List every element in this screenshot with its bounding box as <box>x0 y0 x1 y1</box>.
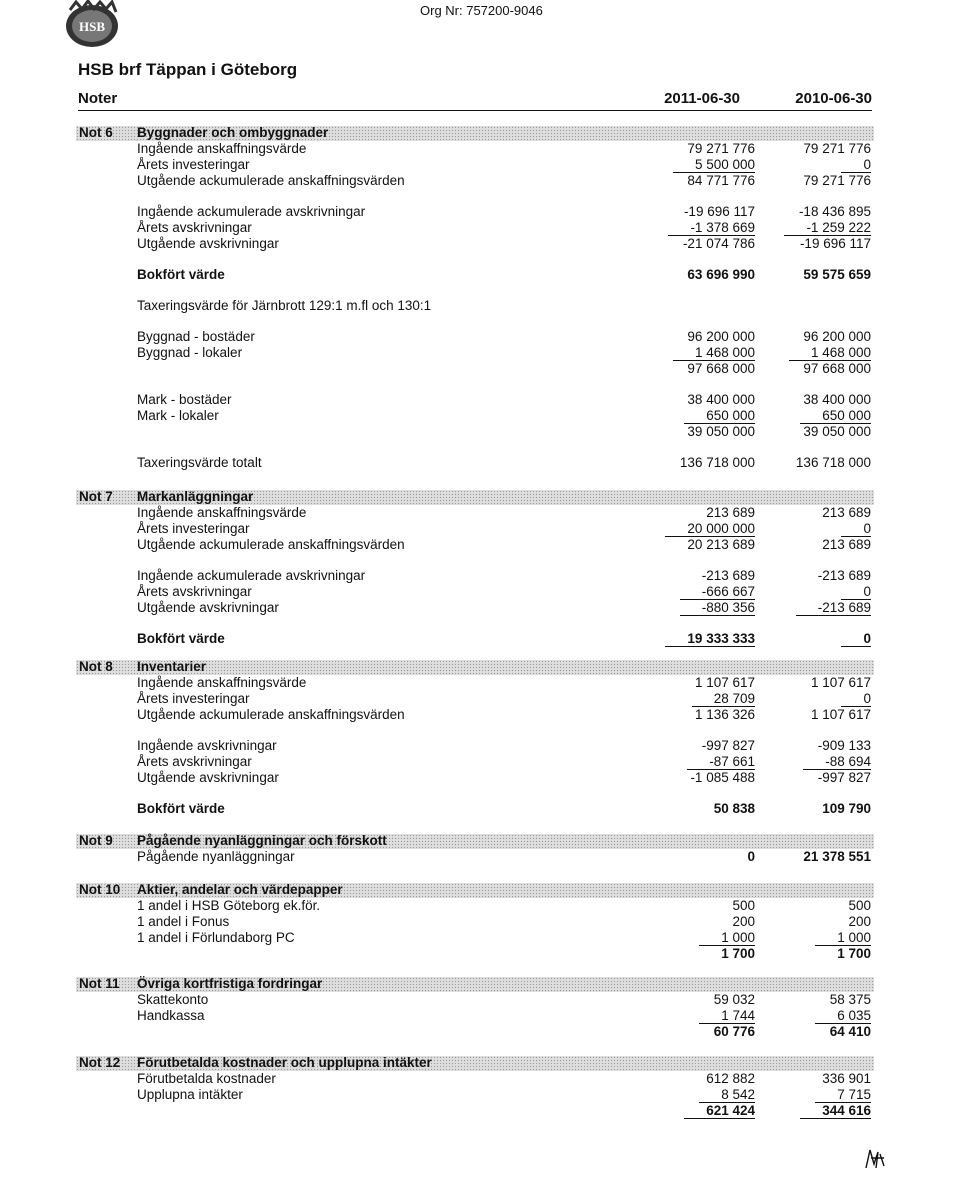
value-text: 59 575 659 <box>803 267 871 282</box>
value-text: 344 616 <box>800 1103 871 1119</box>
row-label: Utgående ackumulerade anskaffningsvärden <box>137 537 405 552</box>
row-label: Upplupna intäkter <box>137 1087 243 1102</box>
note-section <box>76 883 874 962</box>
row-label: Taxeringsvärde totalt <box>137 455 262 470</box>
value-text: 136 718 000 <box>679 455 755 470</box>
note-row <box>76 236 874 252</box>
hsb-logo <box>56 0 128 48</box>
row-label: Årets avskrivningar <box>137 754 252 769</box>
note-row <box>76 992 874 1008</box>
value-text: 5 500 000 <box>673 157 755 173</box>
value-text: 64 410 <box>829 1024 871 1039</box>
value-2010 <box>803 141 871 156</box>
row-label: Förutbetalda kostnader <box>137 1071 276 1086</box>
value-text: 39 050 000 <box>687 424 755 439</box>
row-label: Handkassa <box>137 1008 205 1023</box>
value-text: 0 <box>841 584 871 600</box>
note-row <box>76 157 874 173</box>
value-2010 <box>784 220 871 235</box>
value-2011 <box>673 157 755 172</box>
note-row <box>76 537 874 553</box>
note-row <box>76 898 874 914</box>
row-spacer <box>76 189 874 204</box>
value-2011 <box>687 173 755 188</box>
value-text: 97 668 000 <box>687 361 755 376</box>
value-text: -666 667 <box>680 584 755 600</box>
row-label: Årets avskrivningar <box>137 584 252 599</box>
note-row <box>76 424 874 440</box>
note-section <box>76 1056 874 1119</box>
row-label: Ingående anskaffningsvärde <box>137 505 307 520</box>
note-row <box>76 600 874 616</box>
value-2010 <box>796 600 871 615</box>
value-text: 109 790 <box>822 801 871 816</box>
value-2010 <box>803 424 871 439</box>
value-text: 84 771 776 <box>687 173 755 188</box>
value-text: 1 000 <box>815 930 871 946</box>
value-2010 <box>789 345 871 360</box>
value-2011 <box>684 1103 755 1118</box>
value-text: 1 700 <box>837 946 871 961</box>
note-number: Not 11 <box>79 976 120 991</box>
note-title: Inventarier <box>137 659 207 674</box>
row-label: Mark - lokaler <box>137 408 219 423</box>
value-2010 <box>803 849 871 864</box>
value-text: 500 <box>732 898 755 913</box>
value-text: 20 213 689 <box>687 537 755 552</box>
value-2011 <box>692 691 755 706</box>
value-text: 1 107 617 <box>810 707 871 722</box>
value-2010 <box>796 455 871 470</box>
value-text: 50 838 <box>713 801 755 816</box>
value-2010 <box>800 236 871 251</box>
value-text: 200 <box>848 914 871 929</box>
row-label: Bokfört värde <box>137 801 225 816</box>
note-row <box>76 584 874 600</box>
value-text: -880 356 <box>680 600 755 616</box>
note-header-bar <box>76 883 874 898</box>
note-section <box>76 126 874 471</box>
value-text: 97 668 000 <box>803 361 871 376</box>
value-2010 <box>841 521 871 536</box>
note-number: Not 7 <box>79 489 113 504</box>
value-text: 1 107 617 <box>810 675 871 690</box>
note-number: Not 6 <box>79 125 113 140</box>
value-2011 <box>687 141 755 156</box>
row-label: Taxeringsvärde för Järnbrott 129:1 m.fl och 130:1 <box>137 298 432 313</box>
value-text: -997 827 <box>701 738 755 753</box>
value-2011 <box>695 707 755 722</box>
logo-text: HSB <box>78 19 106 34</box>
value-2011 <box>699 1087 755 1102</box>
value-2010 <box>830 1024 871 1039</box>
value-2011 <box>747 849 755 864</box>
value-text: 1 700 <box>721 946 755 961</box>
note-row <box>76 141 874 157</box>
value-2010 <box>822 801 871 816</box>
value-text: 7 715 <box>815 1087 871 1103</box>
row-label: 1 andel i Fonus <box>137 914 230 929</box>
row-label: Årets investeringar <box>137 157 250 172</box>
note-header-bar <box>76 834 874 849</box>
row-label: Bokfört värde <box>137 631 225 646</box>
value-2011 <box>687 361 755 376</box>
org-number: Org Nr: 757200-9046 <box>420 3 543 18</box>
value-2011 <box>687 267 755 282</box>
value-text: 0 <box>841 691 871 707</box>
value-text: 1 000 <box>699 930 755 946</box>
note-row <box>76 849 874 865</box>
value-2011 <box>680 584 755 599</box>
value-2011 <box>732 898 755 913</box>
row-label: Utgående avskrivningar <box>137 600 279 615</box>
value-text: -909 133 <box>817 738 871 753</box>
row-label: Årets avskrivningar <box>137 220 252 235</box>
value-2010 <box>848 898 871 913</box>
value-2010 <box>800 1103 871 1118</box>
note-row <box>76 455 874 471</box>
value-text: 21 378 551 <box>803 849 871 864</box>
note-header-bar <box>76 1056 874 1071</box>
row-label: Byggnad - lokaler <box>137 345 243 360</box>
value-2011 <box>665 521 755 536</box>
value-text: 500 <box>848 898 871 913</box>
column-header <box>78 90 872 111</box>
row-label: Utgående ackumulerade anskaffningsvärden <box>137 707 405 722</box>
note-header-bar <box>76 660 874 675</box>
header-col-2011: 2011-06-30 <box>664 90 740 107</box>
note-row <box>76 946 874 962</box>
value-text: -1 259 222 <box>784 220 871 236</box>
note-row <box>76 361 874 377</box>
row-spacer <box>76 283 874 298</box>
value-text: 213 689 <box>822 537 871 552</box>
note-row <box>76 754 874 770</box>
value-text: -213 689 <box>796 600 871 616</box>
row-label: Pågående nyanläggningar <box>137 849 295 864</box>
value-text: 0 <box>841 631 871 647</box>
row-label: Årets investeringar <box>137 521 250 536</box>
note-number: Not 10 <box>79 882 121 897</box>
row-spacer <box>76 440 874 455</box>
note-header-bar <box>76 126 874 141</box>
value-2011 <box>714 992 755 1007</box>
value-text: -213 689 <box>817 568 871 583</box>
handwritten-initials <box>862 1146 888 1172</box>
value-text: 0 <box>747 849 755 864</box>
row-label: Ingående anskaffningsvärde <box>137 675 307 690</box>
header-label: Noter <box>78 90 118 107</box>
note-row <box>76 675 874 691</box>
value-text: -87 661 <box>687 754 755 770</box>
note-row <box>76 738 874 754</box>
note-row <box>76 568 874 584</box>
value-2010 <box>830 992 871 1007</box>
value-2011 <box>680 455 755 470</box>
row-label: Utgående avskrivningar <box>137 770 279 785</box>
note-title: Pågående nyanläggningar och förskott <box>137 833 387 848</box>
value-2011 <box>690 770 755 785</box>
value-2010 <box>803 173 871 188</box>
value-2011 <box>714 1024 755 1039</box>
note-row <box>76 329 874 345</box>
note-title: Förutbetalda kostnader och upplupna intäkter <box>137 1055 432 1070</box>
value-text: 39 050 000 <box>803 424 871 439</box>
row-label: 1 andel i HSB Göteborg ek.för. <box>137 898 321 913</box>
value-text: 1 468 000 <box>789 345 871 361</box>
value-2010 <box>841 157 871 172</box>
value-2011 <box>665 631 755 646</box>
note-row <box>76 631 874 647</box>
value-text: 38 400 000 <box>803 392 871 407</box>
note-section <box>76 660 874 817</box>
value-2010 <box>848 914 871 929</box>
value-2011 <box>706 505 755 520</box>
value-2011 <box>683 236 755 251</box>
value-2011 <box>687 537 755 552</box>
note-row <box>76 298 874 314</box>
value-text: 213 689 <box>706 505 755 520</box>
value-2011 <box>702 738 755 753</box>
note-row <box>76 220 874 236</box>
note-row <box>76 392 874 408</box>
value-text: 1 107 617 <box>694 675 755 690</box>
value-2010 <box>803 754 871 769</box>
row-label: Bokfört värde <box>137 267 225 282</box>
note-row <box>76 691 874 707</box>
value-text: 79 271 776 <box>803 173 871 188</box>
value-text: 96 200 000 <box>687 329 755 344</box>
note-row <box>76 1008 874 1024</box>
row-spacer <box>76 377 874 392</box>
note-row <box>76 267 874 283</box>
row-spacer <box>76 252 874 267</box>
value-2011 <box>668 220 755 235</box>
value-text: 213 689 <box>822 505 871 520</box>
note-row <box>76 801 874 817</box>
value-2011 <box>687 754 755 769</box>
note-header-bar <box>76 490 874 505</box>
note-row <box>76 345 874 361</box>
note-section <box>76 977 874 1040</box>
value-text: 612 882 <box>706 1071 755 1086</box>
value-2010 <box>818 738 871 753</box>
value-text: 1 744 <box>699 1008 755 1024</box>
note-number: Not 8 <box>79 659 113 674</box>
value-text: 8 542 <box>699 1087 755 1103</box>
value-2010 <box>815 1008 871 1023</box>
value-2010 <box>841 631 871 646</box>
row-spacer <box>76 553 874 568</box>
value-text: 1 468 000 <box>673 345 755 361</box>
note-row <box>76 173 874 189</box>
value-text: 60 776 <box>713 1024 755 1039</box>
value-2010 <box>815 1087 871 1102</box>
value-2011 <box>702 568 755 583</box>
value-text: 38 400 000 <box>687 392 755 407</box>
value-2010 <box>803 267 871 282</box>
row-label: Utgående ackumulerade anskaffningsvärden <box>137 173 405 188</box>
value-2011 <box>695 675 755 690</box>
value-text: 0 <box>841 521 871 537</box>
note-row <box>76 204 874 220</box>
row-label: Ingående anskaffningsvärde <box>137 141 307 156</box>
row-label: Mark - bostäder <box>137 392 232 407</box>
value-2010 <box>841 691 871 706</box>
value-2011 <box>684 204 755 219</box>
value-text: 96 200 000 <box>803 329 871 344</box>
row-label: Årets investeringar <box>137 691 250 706</box>
value-text: -1 085 488 <box>690 770 755 785</box>
row-label: 1 andel i Förlundaborg PC <box>137 930 295 945</box>
header-col-2010: 2010-06-30 <box>795 90 872 107</box>
row-label: Ingående ackumulerade avskrivningar <box>137 204 366 219</box>
value-text: 20 000 000 <box>665 521 755 537</box>
value-2010 <box>800 408 871 423</box>
value-text: 0 <box>841 157 871 173</box>
value-2010 <box>803 329 871 344</box>
value-2011 <box>687 329 755 344</box>
value-2010 <box>803 361 871 376</box>
value-text: 63 696 990 <box>687 267 755 282</box>
note-title: Markanläggningar <box>137 489 254 504</box>
value-text: 621 424 <box>684 1103 755 1119</box>
value-text: -19 696 117 <box>799 236 871 251</box>
value-2011 <box>680 600 755 615</box>
value-text: 19 333 333 <box>665 631 755 647</box>
value-2011 <box>732 914 755 929</box>
value-2010 <box>841 584 871 599</box>
row-spacer <box>76 616 874 631</box>
value-2010 <box>818 568 871 583</box>
value-text: -997 827 <box>817 770 871 785</box>
value-text: -213 689 <box>701 568 755 583</box>
value-text: 336 901 <box>822 1071 871 1086</box>
value-text: 136 718 000 <box>795 455 871 470</box>
value-2011 <box>706 1071 755 1086</box>
value-text: -88 694 <box>803 754 871 770</box>
value-text: 79 271 776 <box>803 141 871 156</box>
value-text: -19 696 117 <box>683 204 755 219</box>
value-2011 <box>673 345 755 360</box>
note-row <box>76 408 874 424</box>
value-2011 <box>699 930 755 945</box>
value-2010 <box>822 537 871 552</box>
value-2011 <box>699 1008 755 1023</box>
value-text: 200 <box>732 914 755 929</box>
note-title: Byggnader och ombyggnader <box>137 125 329 140</box>
note-row <box>76 930 874 946</box>
value-2010 <box>822 505 871 520</box>
value-text: 650 000 <box>800 408 871 424</box>
note-section <box>76 834 874 865</box>
note-row <box>76 770 874 786</box>
value-2010 <box>822 1071 871 1086</box>
value-2010 <box>815 930 871 945</box>
note-row <box>76 1103 874 1119</box>
value-2011 <box>721 946 755 961</box>
value-text: 6 035 <box>815 1008 871 1024</box>
note-row <box>76 1071 874 1087</box>
note-number: Not 12 <box>79 1055 121 1070</box>
company-name: HSB brf Täppan i Göteborg <box>78 60 298 79</box>
note-row <box>76 505 874 521</box>
value-2011 <box>684 408 755 423</box>
note-row <box>76 914 874 930</box>
note-header-bar <box>76 977 874 992</box>
row-label: Skattekonto <box>137 992 209 1007</box>
value-text: -21 074 786 <box>682 236 755 251</box>
row-label: Ingående ackumulerade avskrivningar <box>137 568 366 583</box>
note-row <box>76 1087 874 1103</box>
value-2010 <box>803 392 871 407</box>
note-title: Övriga kortfristiga fordringar <box>137 976 323 991</box>
value-text: 650 000 <box>684 408 755 424</box>
row-label: Utgående avskrivningar <box>137 236 279 251</box>
value-2010 <box>811 675 871 690</box>
value-text: -1 378 669 <box>668 220 755 236</box>
value-text: 58 375 <box>829 992 871 1007</box>
row-spacer <box>76 314 874 329</box>
value-text: 1 136 326 <box>694 707 755 722</box>
value-2010 <box>818 770 871 785</box>
note-title: Aktier, andelar och värdepapper <box>137 882 343 897</box>
row-label: Byggnad - bostäder <box>137 329 255 344</box>
note-row <box>76 707 874 723</box>
value-2010 <box>811 707 871 722</box>
row-label: Ingående avskrivningar <box>137 738 277 753</box>
value-text: -18 436 895 <box>798 204 871 219</box>
note-row <box>76 1024 874 1040</box>
value-2011 <box>687 424 755 439</box>
row-spacer <box>76 723 874 738</box>
value-text: 79 271 776 <box>687 141 755 156</box>
note-section <box>76 490 874 647</box>
row-spacer <box>76 786 874 801</box>
value-2011 <box>714 801 755 816</box>
value-text: 28 709 <box>692 691 755 707</box>
value-text: 59 032 <box>713 992 755 1007</box>
value-2010 <box>799 204 871 219</box>
note-row <box>76 521 874 537</box>
value-2010 <box>837 946 871 961</box>
note-number: Not 9 <box>79 833 113 848</box>
value-2011 <box>687 392 755 407</box>
